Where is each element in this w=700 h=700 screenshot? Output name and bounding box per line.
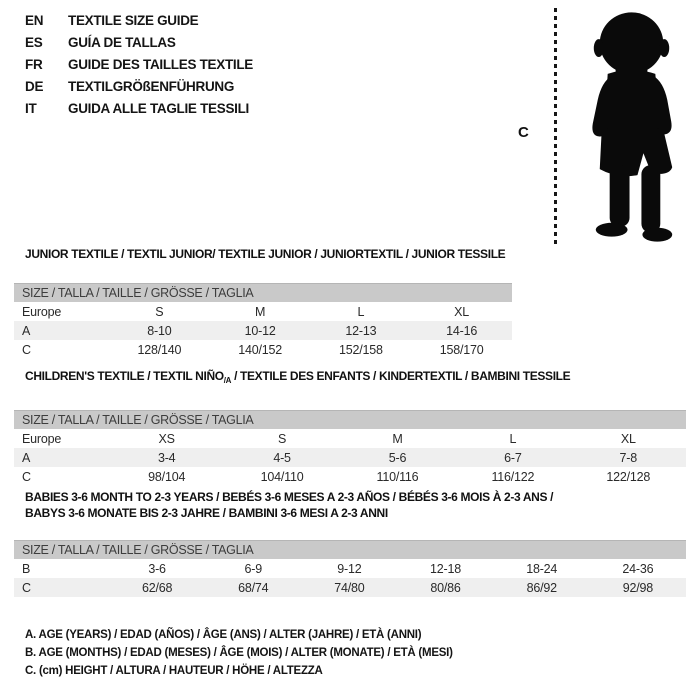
row-label: A xyxy=(22,323,31,338)
size-cell: M xyxy=(255,304,266,319)
children-title-part2: / TEXTILE DES ENFANTS / KINDERTEXTIL / BAMBINI TESSILE xyxy=(231,369,571,383)
size-cell: 6-7 xyxy=(504,450,522,465)
size-cell: 14-16 xyxy=(446,323,478,338)
language-row-es xyxy=(25,31,253,53)
table-row xyxy=(14,429,686,448)
language-label: GUÍA DE TALLAS xyxy=(68,34,176,50)
size-cell: 74/80 xyxy=(334,580,365,595)
junior-table-title: JUNIOR TEXTILE / TEXTIL JUNIOR/ TEXTILE JUNIOR / JUNIORTEXTIL / JUNIOR TESSILE xyxy=(25,247,506,261)
size-header-bar: SIZE / TALLA / TAILLE / GRÖSSE / TAGLIA xyxy=(14,283,512,302)
size-cell: 4-5 xyxy=(273,450,291,465)
size-cell: 6-9 xyxy=(244,561,262,576)
size-cell: 86/92 xyxy=(526,580,557,595)
children-size-table xyxy=(14,429,686,486)
size-cell: 12-13 xyxy=(345,323,377,338)
babies-title-line2: BABYS 3-6 MONATE BIS 2-3 JAHRE / BAMBINI 3-6 MESI A 2-3 ANNI xyxy=(25,506,388,520)
babies-size-table xyxy=(14,559,686,597)
size-cell: 24-36 xyxy=(622,561,654,576)
children-title-part1: CHILDREN'S TEXTILE / TEXTIL NIÑO xyxy=(25,369,224,383)
junior-size-table xyxy=(14,302,512,359)
size-cell: XL xyxy=(620,431,636,446)
row-label: Europe xyxy=(22,304,62,319)
language-list xyxy=(25,9,253,119)
size-cell: 68/74 xyxy=(238,580,269,595)
language-label: GUIDE DES TAILLES TEXTILE xyxy=(68,56,254,72)
legend-notes xyxy=(25,626,453,680)
language-row-de xyxy=(25,75,253,97)
row-label: C xyxy=(22,342,31,357)
size-cell: 8-10 xyxy=(147,323,172,338)
language-label: TEXTILE SIZE GUIDE xyxy=(68,12,199,28)
size-cell: 128/140 xyxy=(137,342,182,357)
language-row-en xyxy=(25,9,253,31)
children-table-title xyxy=(14,368,686,389)
size-header-bar: SIZE / TALLA / TAILLE / GRÖSSE / TAGLIA xyxy=(14,540,686,559)
size-cell: 98/104 xyxy=(148,469,186,484)
babies-title-line1: BABIES 3-6 MONTH TO 2-3 YEARS / BEBÉS 3-6 MESES A 2-3 AÑOS / BÉBÉS 3-6 MOIS À 2-3 ANS / xyxy=(25,490,554,504)
language-code: DE xyxy=(25,78,44,94)
size-cell: 104/110 xyxy=(260,469,304,484)
size-cell: 3-4 xyxy=(157,450,176,465)
note-age-years: A. AGE (YEARS) / EDAD (AÑOS) / ÂGE (ANS) / ALTER (JAHRE) / ETÀ (ANNI) xyxy=(25,629,422,641)
size-cell: 5-6 xyxy=(388,450,407,465)
row-label: A xyxy=(22,450,31,465)
size-cell: S xyxy=(155,304,164,319)
size-cell: 92/98 xyxy=(622,580,654,595)
size-cell: M xyxy=(392,431,403,446)
size-cell: XL xyxy=(454,304,470,319)
children-textile-table-section xyxy=(14,368,686,486)
size-cell: S xyxy=(278,431,287,446)
row-label: C xyxy=(22,580,31,595)
note-age-months: B. AGE (MONTHS) / EDAD (MESES) / ÂGE (MOIS) / ALTER (MONATE) / ETÀ (MESI) xyxy=(25,647,453,659)
language-code: FR xyxy=(25,56,43,72)
height-dashed-line xyxy=(554,8,557,248)
size-cell: 122/128 xyxy=(606,469,651,484)
size-cell: 80/86 xyxy=(430,580,461,595)
size-cell: 7-8 xyxy=(619,450,638,465)
language-row-fr xyxy=(25,53,253,75)
table-row xyxy=(14,467,686,486)
toddler-silhouette-image xyxy=(566,8,700,246)
language-label: GUIDA ALLE TAGLIE TESSILI xyxy=(68,100,249,116)
size-cell: 3-6 xyxy=(148,561,166,576)
row-label: C xyxy=(22,469,31,484)
size-cell: 10-12 xyxy=(244,323,276,338)
size-cell: 110/116 xyxy=(376,469,419,484)
language-code: ES xyxy=(25,34,43,50)
size-cell: 158/170 xyxy=(439,342,484,357)
table-row xyxy=(14,559,686,578)
table-row xyxy=(14,302,512,321)
size-cell: L xyxy=(509,431,517,446)
size-cell: 12-18 xyxy=(430,561,462,576)
size-cell: L xyxy=(357,304,365,319)
size-cell: 152/158 xyxy=(338,342,383,357)
height-measure-label: C xyxy=(518,124,529,141)
size-cell: 62/68 xyxy=(141,580,173,595)
language-code: EN xyxy=(25,12,44,28)
row-label: B xyxy=(22,561,31,576)
size-cell: 18-24 xyxy=(526,561,558,576)
junior-textile-table-section xyxy=(14,246,512,359)
table-row xyxy=(14,448,686,467)
row-label: Europe xyxy=(22,431,62,446)
size-cell: 9-12 xyxy=(337,561,362,576)
table-row xyxy=(14,578,686,597)
language-row-it xyxy=(25,97,253,119)
size-cell: 140/152 xyxy=(238,342,283,357)
babies-table-title xyxy=(14,489,686,521)
size-header-bar: SIZE / TALLA / TAILLE / GRÖSSE / TAGLIA xyxy=(14,410,686,429)
size-cell: XS xyxy=(158,431,175,446)
language-code: IT xyxy=(25,100,37,116)
table-row xyxy=(14,340,512,359)
table-row xyxy=(14,321,512,340)
size-cell: 116/122 xyxy=(491,469,535,484)
note-height-cm: C. (cm) HEIGHT / ALTURA / HAUTEUR / HÖHE / ALTEZZA xyxy=(25,665,323,677)
height-measure-figure xyxy=(512,6,700,250)
language-label: TEXTILGRÖßENFÜHRUNG xyxy=(68,78,235,94)
children-title-subscript: /A xyxy=(223,376,232,385)
babies-textile-table-section xyxy=(14,489,686,597)
